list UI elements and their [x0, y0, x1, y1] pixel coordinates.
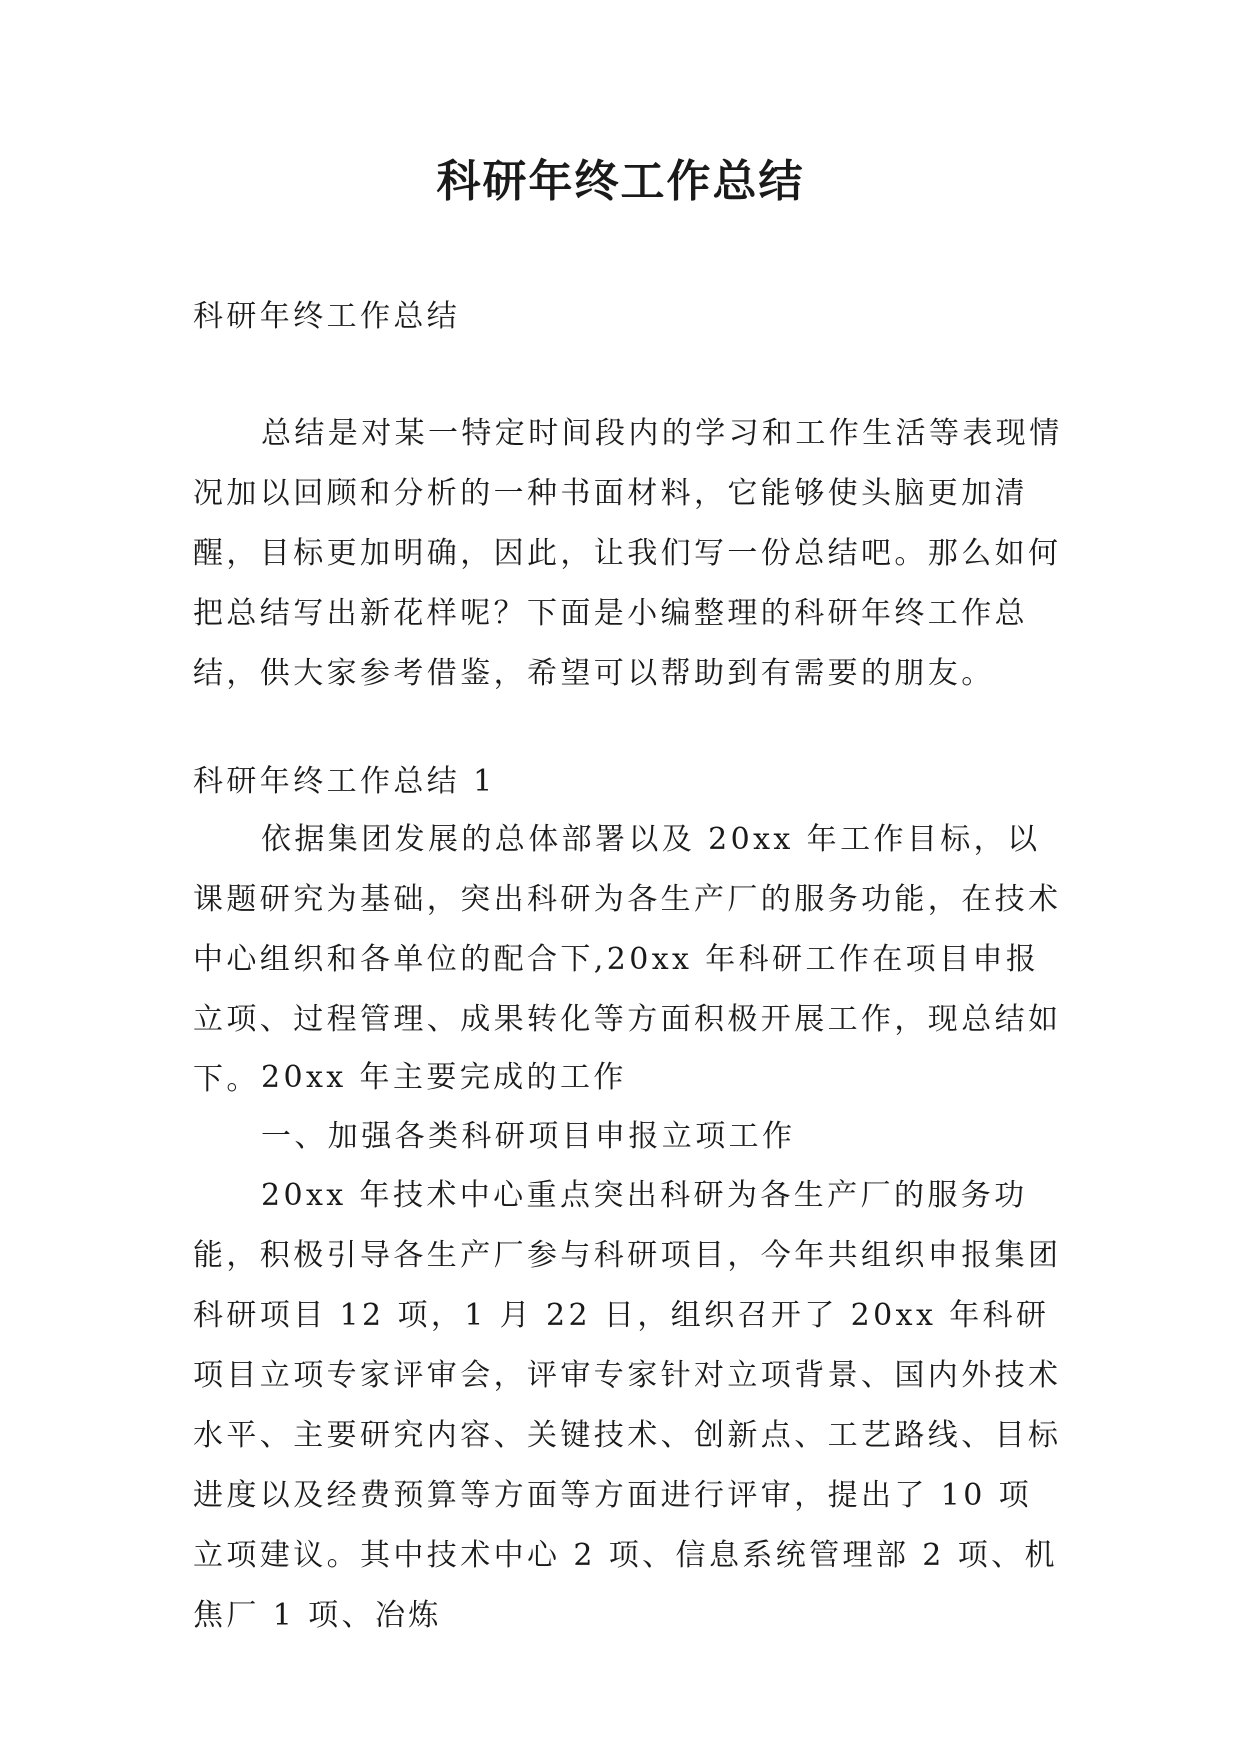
point-one-paragraph: 20xx 年技术中心重点突出科研为各生产厂的服务功能，积极引导各生产厂参与科研项目，今年共组织申报集团科研项目 12 项，1 月 22 日，组织召开了 20xx 年科研项目立项专家评审会，评审专家针对立项背景、国内外技术水平、主要研究内容、关键技术、创新点、工艺路线、目标进度以及经费预算等方面等方面进行评审，提出了 10 项立项建议。其中技术中心 2 项、信息系统管理部 2 项、机焦厂 1 项、冶炼 — [193, 1178, 1062, 1633]
work-completed-heading: 20xx 年主要完成的工作 — [261, 1060, 627, 1095]
section-heading: 科研年终工作总结 1 — [193, 764, 496, 799]
section-paragraph: 依据集团发展的总体部署以及 20xx 年工作目标，以课题研究为基础，突出科研为各生产厂的服务功能，在技术中心组织和各单位的配合下,20xx 年科研工作在项目申报立项、过程管理、成果转化等方面积极开展工作，现总结如下。 — [193, 822, 1062, 1097]
document-subtitle: 科研年终工作总结 — [193, 299, 461, 334]
intro-paragraph: 总结是对某一特定时间段内的学习和工作生活等表现情况加以回顾和分析的一种书面材料，它能够使头脑更加清醒，目标更加明确，因此，让我们写一份总结吧。那么如何把总结写出新花样呢？下面是小编整理的科研年终工作总结，供大家参考借鉴，希望可以帮助到有需要的朋友。 — [193, 416, 1063, 691]
point-one-heading: 一、加强各类科研项目申报立项工作 — [261, 1119, 796, 1154]
document-title: 科研年终工作总结 — [436, 156, 805, 207]
